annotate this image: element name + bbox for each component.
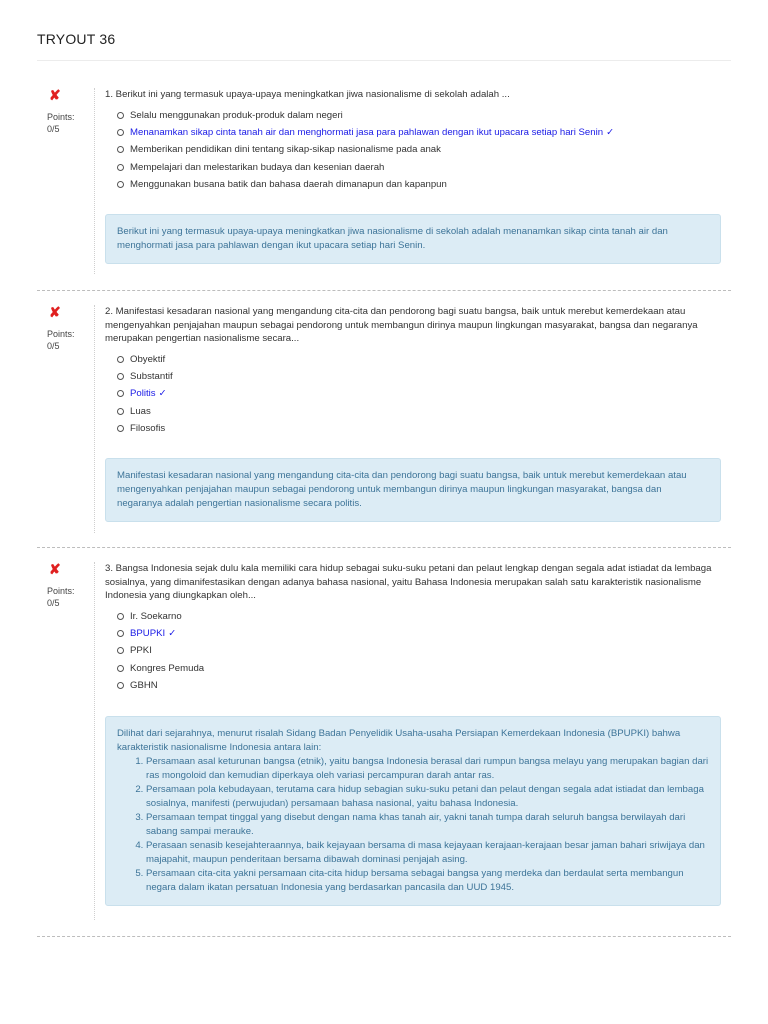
question-text: 2. Manifestasi kesadaran nasional yang mengandung cita-cita dan pendorong bagi suatu bangsa, baik untuk merebut kemerdekaan atau mengenyahkan penjajahan maupun sebagai pendorong untuk membangun dirinya maupun lingkungan masyarakat, bangsa dan negaranya merupakan pengertian nasionalisme secara... <box>105 306 698 344</box>
option-label: Substantif <box>130 370 173 382</box>
question-text: 1. Berikut ini yang termasuk upaya-upaya meningkatkan jiwa nasionalisme di sekolah adalah ... <box>105 89 510 100</box>
question-text: 3. Bangsa Indonesia sejak dulu kala memiliki cara hidup sebagai suku-suku petani dan pelaut lengkap dengan segala adat istiadat da lembaga sosialnya, yang dimanifestasikan dengan adanya bahasa nasional, yaitu Bahasa Indonesia merupakan salah satu karakteristik nasionalisme Indonesia yang diungkapkan oleh... <box>105 563 712 601</box>
question-content <box>105 562 721 906</box>
radio-icon[interactable] <box>117 408 124 415</box>
radio-icon[interactable] <box>117 613 124 620</box>
option-item[interactable] <box>117 420 721 437</box>
vertical-divider <box>94 305 95 533</box>
option-label: Luas <box>130 405 151 417</box>
option-item[interactable] <box>117 368 721 385</box>
option-item[interactable] <box>117 351 721 368</box>
explanation-text: Manifestasi kesadaran nasional yang mengandung cita-cita dan pendorong bagi suatu bangsa, baik untuk merebut kemerdekaan atau mengenyahkan penjajahan maupun sebagai pendorong untuk membangun dirinya maupun lingkungan masyarakat, bangsa dan negaranya adalah pengertian nasionalisme secara politis. <box>117 469 687 509</box>
explanation-intro: Dilihat dari sejarahnya, menurut risalah Sidang Badan Penyelidik Usaha-usaha Persiapan Kemerdekaan Indonesia (BPUPKI) bahwa karakteristik nasionalisme Indonesia antara lain: <box>117 727 681 753</box>
option-label: Memberikan pendidikan dini tentang sikap-sikap nasionalisme pada anak <box>130 144 441 156</box>
radio-icon[interactable] <box>117 425 124 432</box>
option-item[interactable] <box>117 660 721 677</box>
points-label: Points: <box>47 112 75 122</box>
radio-icon[interactable] <box>117 146 124 153</box>
radio-icon[interactable] <box>117 373 124 380</box>
explanation-point: 4. Perasaan senasib kesejahteraannya, baik kejayaan bersama di masa kejayaan kerajaan-kerajaan besar jaman bahari sriwijaya dan majapahit, maupun penderitaan bersama dibawah dominasi penjajah asing. <box>146 839 709 867</box>
option-item[interactable] <box>117 677 721 694</box>
question-divider <box>37 290 731 291</box>
question-content <box>105 88 721 264</box>
radio-icon[interactable] <box>117 112 124 119</box>
question-meta <box>47 88 97 135</box>
explanation-text: Berikut ini yang termasuk upaya-upaya meningkatkan jiwa nasionalisme di sekolah adalah menanamkan sikap cinta tanah air dan menghormati jasa para pahlawan dengan ikut upacara setiap hari Senin. <box>117 225 668 251</box>
vertical-divider <box>94 562 95 920</box>
header-divider <box>37 60 731 61</box>
explanation-list <box>117 755 709 895</box>
option-list <box>117 107 721 194</box>
option-list <box>117 608 721 695</box>
check-icon: ✓ <box>168 627 177 639</box>
explanation-point: 1. Persamaan asal keturunan bangsa (etnik), yaitu bangsa Indonesia berasal dari rumpun bangsa melayu yang merupakan bagian dari ras mongoloid dan kemudian diperkaya oleh variasi percampuran darah antar ras. <box>146 755 709 783</box>
radio-icon[interactable] <box>117 647 124 654</box>
option-item[interactable] <box>117 176 721 193</box>
question-content <box>105 305 721 522</box>
explanation-box <box>105 214 721 264</box>
check-icon: ✓ <box>158 388 167 400</box>
vertical-divider <box>94 88 95 274</box>
question-meta <box>47 305 97 352</box>
option-item[interactable] <box>117 107 721 124</box>
option-item[interactable] <box>117 141 721 158</box>
radio-icon[interactable] <box>117 682 124 689</box>
option-label: Mempelajari dan melestarikan budaya dan kesenian daerah <box>130 161 385 173</box>
points-label: Points: <box>47 329 75 339</box>
points-value: 0/5 <box>47 598 60 608</box>
option-item-correct[interactable] <box>117 385 721 402</box>
option-list <box>117 351 721 438</box>
option-label: BPUPKI <box>130 627 166 639</box>
check-icon: ✓ <box>606 126 615 138</box>
explanation-box <box>105 458 721 522</box>
option-item[interactable] <box>117 642 721 659</box>
radio-icon[interactable] <box>117 390 124 397</box>
option-label: Ir. Soekarno <box>130 610 182 622</box>
question-divider <box>37 936 731 937</box>
option-item-correct[interactable] <box>117 625 721 642</box>
explanation-box <box>105 716 721 906</box>
points-value: 0/5 <box>47 341 60 351</box>
cross-icon: ✘ <box>49 304 61 320</box>
option-label: GBHN <box>130 680 158 692</box>
option-label: Obyektif <box>130 353 166 365</box>
option-label: Politis <box>130 388 156 400</box>
explanation-point: 2. Persamaan pola kebudayaan, terutama cara hidup sebagian suku-suku petani dan pelaut dengan segala adat istiadat dan lembaga sosialnya, manifesti (perwujudan) persamaan bahasa nasional, yaitu bahasa Indonesia. <box>146 783 709 811</box>
option-item[interactable] <box>117 608 721 625</box>
radio-icon[interactable] <box>117 665 124 672</box>
question-meta <box>47 562 97 609</box>
radio-icon[interactable] <box>117 630 124 637</box>
option-label: Kongres Pemuda <box>130 662 205 674</box>
cross-icon: ✘ <box>49 561 61 577</box>
option-label: Menggunakan busana batik dan bahasa daerah dimanapun dan kapanpun <box>130 179 447 191</box>
cross-icon: ✘ <box>49 87 61 103</box>
radio-icon[interactable] <box>117 181 124 188</box>
option-item[interactable] <box>117 159 721 176</box>
option-item[interactable] <box>117 403 721 420</box>
option-label: Filosofis <box>130 423 166 435</box>
option-label: Menanamkan sikap cinta tanah air dan menghormati jasa para pahlawan dengan ikut upacara setiap hari Senin <box>130 126 604 138</box>
radio-icon[interactable] <box>117 356 124 363</box>
explanation-point: 3. Persamaan tempat tinggal yang disebut dengan nama khas tanah air, yakni tanah tumpa darah seluruh bangsa berwilayah dari sabang sampai merauke. <box>146 811 709 839</box>
explanation-point: 5. Persamaan cita-cita yakni persamaan cita-cita hidup bersama sebagai bangsa yang merdeka dan berdaulat serta membangun negara dalam ikatan persatuan Indonesia yang berdasarkan pancasila dan UUD 1945. <box>146 867 709 895</box>
option-item-correct[interactable] <box>117 124 721 141</box>
points-value: 0/5 <box>47 124 60 134</box>
page-title: TRYOUT 36 <box>37 31 116 47</box>
radio-icon[interactable] <box>117 129 124 136</box>
option-label: PPKI <box>130 645 152 657</box>
points-label: Points: <box>47 586 75 596</box>
question-divider <box>37 547 731 548</box>
option-label: Selalu menggunakan produk-produk dalam negeri <box>130 109 343 121</box>
radio-icon[interactable] <box>117 164 124 171</box>
